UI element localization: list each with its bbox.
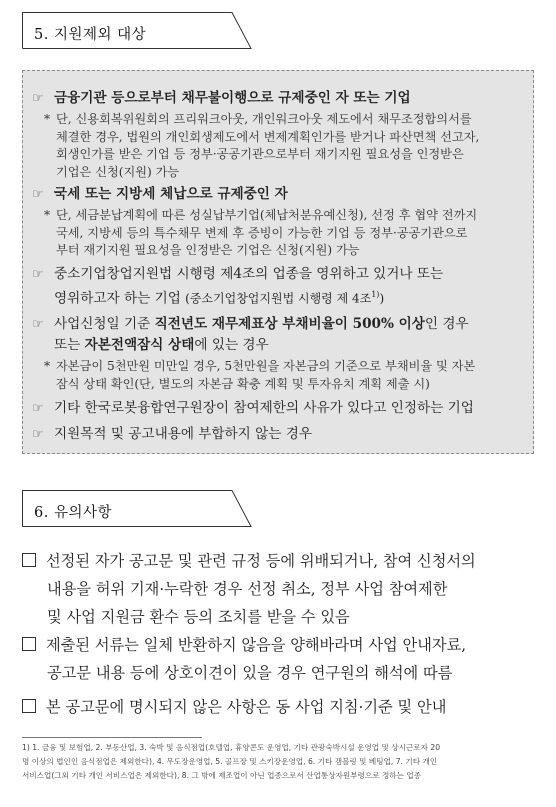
caution-note-1: [22, 547, 536, 631]
footnote-divider: [22, 737, 202, 738]
checkbox-icon: [22, 637, 36, 651]
exclusion-item-2-text: 국세 또는 지방세 체납으로 규제중인 자: [54, 186, 288, 202]
pointing-hand-icon: ☞: [32, 91, 44, 106]
note-line: 회생인가를 받은 기업 등 정부·공공기관으로부터 재기지원 필요성을 인정받은: [56, 147, 464, 161]
note-line: 공고문 내용 등에 상호이견이 있을 경우 연구원의 해석에 따름: [47, 664, 453, 682]
caution-note-3: [22, 693, 536, 721]
section5-header: [22, 12, 250, 50]
note-line: 제출된 서류는 일체 반환하지 않음을 양해바라며 사업 안내자료,: [46, 636, 467, 654]
item-4-text-b: 직전년도 재무제표상 부채비율이 500% 이상: [154, 316, 425, 332]
exclusion-item-2-note: [44, 207, 530, 260]
reference-close: ): [379, 291, 385, 306]
footnote-line: 명 이상의 법인인 음식점업은 제외한다), 4. 무도장운영업, 5. 골프장 및 스키장운영업, 6. 기타 갬블링 및 베팅업, 7. 기타 개인: [22, 757, 438, 766]
pointing-hand-icon: ☞: [32, 317, 44, 332]
checkbox-icon: [22, 553, 36, 567]
note-line: 기업은 신청(지원) 가능: [56, 164, 180, 179]
footnote: [22, 741, 536, 783]
asterisk-icon: *: [44, 359, 51, 373]
section5-title: 5. 지원제외 대상: [34, 27, 147, 43]
exclusion-item-1: [32, 88, 532, 109]
pointing-hand-icon: ☞: [32, 267, 44, 282]
note-line: 부터 재기지원 필요성을 인정받은 기업은 신청(지원) 가능: [56, 243, 360, 257]
exclusion-item-1-note: [44, 111, 530, 181]
note-line: 자본금이 5천만원 미만일 경우, 5천만원을 자본금의 기준으로 부채비율 및 자본: [56, 359, 476, 373]
checkbox-icon: [22, 699, 36, 713]
section6-header: [22, 490, 250, 528]
note-line: 체결한 경우, 법원의 개인회생제도에서 변제계획인가를 받거나 파산면책 선고자,: [56, 129, 480, 144]
item-4-text-e: 자본전액잠식 상태: [84, 337, 195, 353]
exclusion-item-4-note: [44, 358, 530, 393]
exclusion-item-6-text: 지원목적 및 공고내용에 부합하지 않는 경우: [54, 426, 312, 442]
exclusion-item-5-text: 기타 한국로봇융합연구원장이 참여제한의 사유가 있다고 인정하는 기업: [54, 400, 474, 416]
pointing-hand-icon: ☞: [32, 401, 44, 416]
exclusion-item-5: [32, 398, 532, 419]
exclusion-item-2: [32, 184, 532, 205]
note-line: 본 공고문에 명시되지 않은 사항은 동 사업 지침·기준 및 안내: [46, 698, 447, 716]
note-line: 내용을 허위 기재·누락한 경우 선정 취소, 정부 사업 참여제한: [47, 580, 448, 598]
asterisk-icon: *: [44, 208, 51, 222]
pointing-hand-icon: ☞: [32, 187, 44, 202]
note-line: 국세, 지방세 등의 특수채무 변제 후 증빙이 가능한 기업 등 정부·공공기관으로: [56, 225, 468, 240]
footnote-marker: 1): [371, 290, 380, 299]
exclusion-item-3-line2: 영위하고자 하는 기업: [54, 290, 181, 307]
pointing-hand-icon: ☞: [32, 427, 44, 442]
footnote-line: 1) 1. 금융 및 보험업, 2. 부동산업, 3. 숙박 및 음식점업(호텔업, 휴양콘도 운영업, 기타 관광숙박시설 운영업 및 상시근로자 20: [22, 743, 441, 752]
exclusion-item-1-text: 금융기관 등으로부터 채무불이행으로 규제중인 자 또는 기업: [54, 90, 411, 106]
exclusion-item-3-reference: (중소기업창업지원법 시행령 제 4조: [185, 291, 372, 306]
footnote-line: 서비스업(그외 기타 개인 서비스업은 제외한다), 8. 그 밖에 제조업이 아닌 업종으로서 산업통상자원부령으로 정하는 업종: [22, 771, 422, 780]
note-line: 선정된 자가 공고문 및 관련 규정 등에 위배되거나, 참여 신청서의: [46, 552, 476, 570]
caution-note-2: [22, 631, 536, 687]
note-line: 단, 신용회복위원회의 프리워크아웃, 개인워크아웃 제도에서 채무조정합의서를: [56, 112, 472, 126]
exclusion-item-3-line1: 중소기업창업지원법 시행령 제4조의 업종을 영위하고 있거나 또는: [54, 266, 444, 282]
exclusion-item-4: [32, 314, 532, 355]
asterisk-icon: *: [44, 112, 51, 126]
note-line: 단, 세금분납계획에 따른 성실납부기업(체납처분유예신청), 선정 후 협약 전까지: [56, 208, 478, 222]
note-line: 및 사업 지원금 환수 등의 조치를 받을 수 있음: [47, 608, 350, 626]
note-line: 잠식 상태 확인(단, 별도의 자본금 확충 계획 및 투자유치 계획 제출 시): [56, 376, 430, 391]
section6-title: 6. 유의사항: [34, 505, 112, 521]
item-4-text-f: 에 있는 경우: [194, 337, 269, 353]
exclusion-item-6: [32, 424, 532, 445]
item-4-text-c: 인 경우: [424, 316, 469, 332]
item-4-text-d: 또는: [54, 337, 85, 353]
item-4-text-a: 사업신청일 기준: [54, 316, 155, 332]
exclusion-item-3: [32, 264, 532, 309]
